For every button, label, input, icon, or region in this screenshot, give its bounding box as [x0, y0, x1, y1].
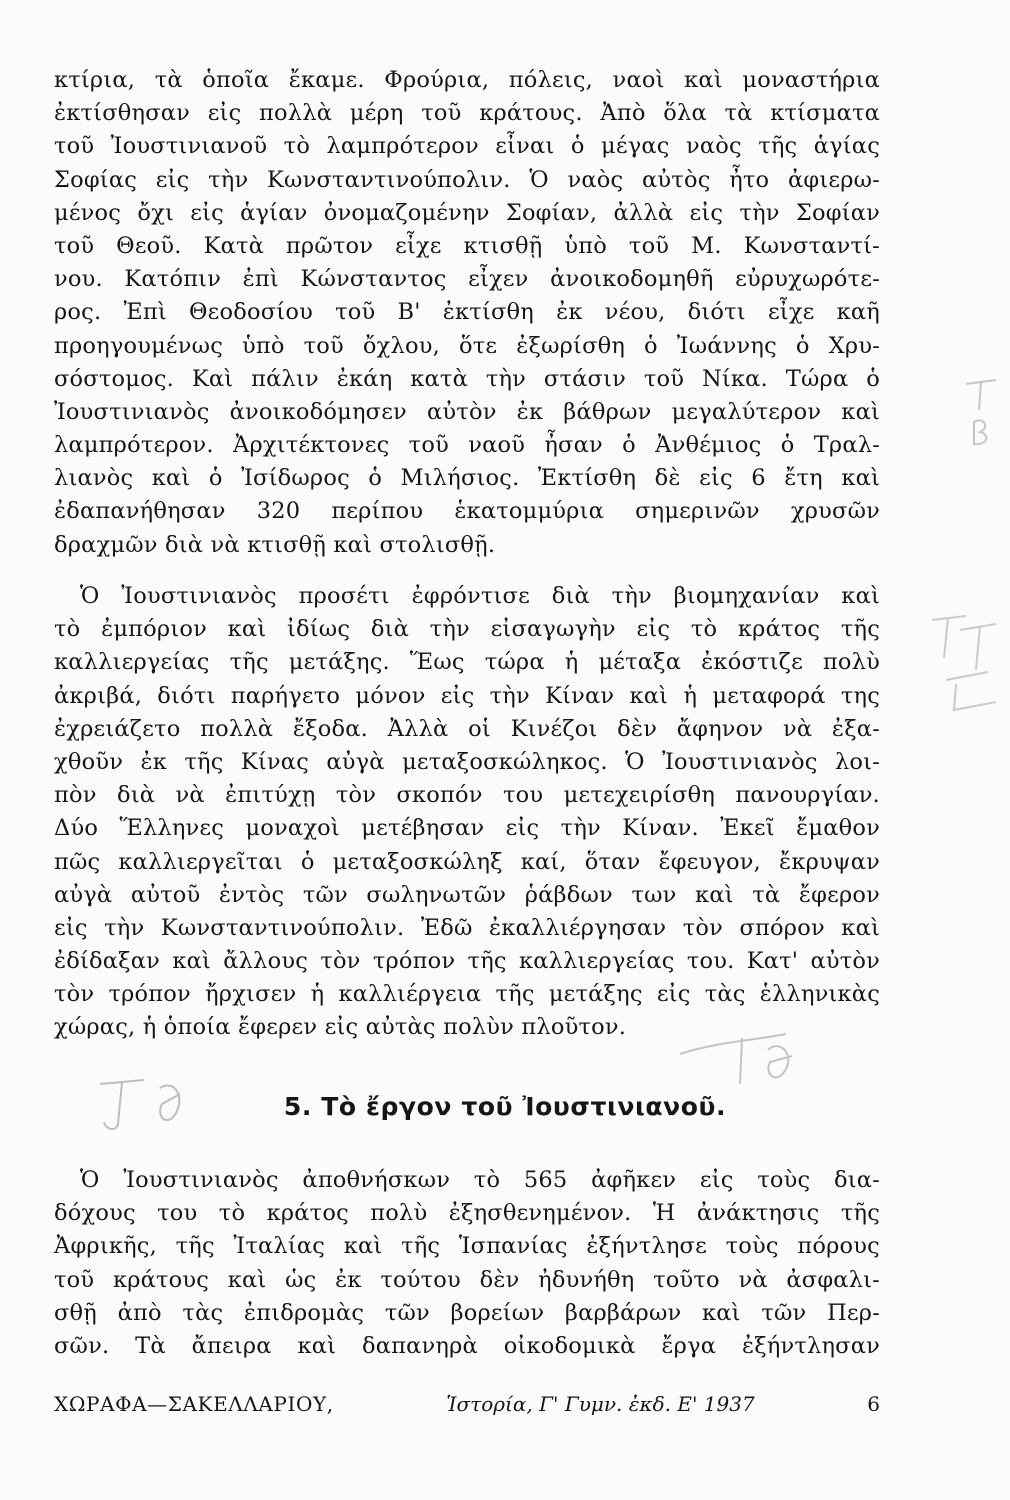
text-line: τοῦ Ἰουστινιανοῦ τὸ λαμπρότερον εἶναι ὁ μέγας ναὸς τῆς ἁγίας [54, 133, 880, 160]
text-line: πῶς καλλιεργεῖται ὁ μεταξοσκώληξ καί, ὅταν ἔφευγον, ἔκρυψαν [54, 848, 880, 875]
text-line: λιανὸς καὶ ὁ Ἰσίδωρος ὁ Μιλήσιος. Ἐκτίσθη δὲ εἰς 6 ἔτη καὶ [54, 465, 880, 492]
text-line: Δύο Ἕλληνες μοναχοὶ μετέβησαν εἰς τὴν Κίναν. Ἐκεῖ ἔμαθον [54, 815, 880, 842]
text-line: Ὁ Ἰουστινιανὸς προσέτι ἐφρόντισε διὰ τὴν βιομηχανίαν καὶ [80, 583, 880, 609]
page-number: 6 [867, 1392, 880, 1416]
text-line: ἐδαπανήθησαν 320 περίπου ἑκατομμύρια σημερινῶν χρυσῶν [54, 498, 880, 525]
text-line: Ὁ Ἰουστινιανὸς ἀποθνήσκων τὸ 565 ἀφῆκεν εἰς τοὺς δια- [80, 1167, 880, 1193]
text-line: λαμπρότερον. Ἀρχιτέκτονες τοῦ ναοῦ ἦσαν ὁ Ἀνθέμιος ὁ Τραλ- [54, 432, 880, 459]
text-line: Ἰουστινιανὸς ἀνοικοδόμησεν αὐτὸν ἐκ βάθρων μεγαλύτερον καὶ [54, 398, 880, 425]
text-line: σθῇ ἀπὸ τὰς ἐπιδρομὰς τῶν βορείων βαρβάρων καὶ τῶν Περ- [54, 1299, 880, 1326]
text-line: προηγουμένως ὑπὸ τοῦ ὄχλου, ὅτε ἐξωρίσθη ὁ Ἰωάννης ὁ Χρυ- [54, 332, 880, 359]
text-line: χώρας, ἡ ὁποία ἔφερεν εἰς αὐτὰς πολὺν πλοῦτον. [54, 1014, 627, 1041]
text-line: νου. Κατόπιν ἐπὶ Κώνσταντος εἶχεν ἀνοικοδομηθῆ εὐρυχωρότε- [54, 266, 880, 293]
text-line: ἐδίδαξαν καὶ ἄλλους τὸν τρόπον τῆς καλλιεργείας του. Κατ' αὐτὸν [54, 948, 880, 975]
text-line: αὐγὰ αὐτοῦ ἐντὸς τῶν σωληνωτῶν ῥάβδων των καὶ τὰ ἔφερον [54, 881, 880, 908]
text-line: μένος ὄχι εἰς ἁγίαν ὀνομαζομένην Σοφίαν, ἀλλὰ εἰς τὴν Σοφίαν [54, 199, 880, 226]
footer-authors: ΧΩΡΑΦΑ—ΣΑΚΕΛΛΑΡΙΟΥ, [54, 1392, 334, 1416]
text-line: τὸ ἐμπόριον καὶ ἰδίως διὰ τὴν εἰσαγωγὴν εἰς τὸ κράτος τῆς [54, 616, 880, 643]
text-line: ἀκριβά, διότι παρήγετο μόνον εἰς τὴν Κίναν καὶ ἡ μεταφορά της [54, 682, 880, 709]
text-line: Ἀφρικῆς, τῆς Ἰταλίας καὶ τῆς Ἱσπανίας ἐξήντλησε τοὺς πόρους [54, 1233, 880, 1260]
page-footer [54, 1392, 880, 1416]
text-line: τοῦ κράτους καὶ ὡς ἐκ τούτου δὲν ἠδυνήθη τοῦτο νὰ ἀσφαλι- [54, 1266, 880, 1293]
text-line: σῶν. Τὰ ἄπειρα καὶ δαπανηρὰ οἰκοδομικὰ ἔργα ἐξήντλησαν [54, 1332, 880, 1359]
text-line: τοῦ Θεοῦ. Κατὰ πρῶτον εἶχε κτισθῇ ὑπὸ τοῦ Μ. Κωνσταντί- [54, 232, 880, 259]
text-line: δραχμῶν διὰ νὰ κτισθῇ καὶ στολισθῇ. [54, 531, 496, 558]
text-line: ἐχρειάζετο πολλὰ ἔξοδα. Ἀλλὰ οἱ Κινέζοι δὲν ἄφηνον νὰ ἐξα- [54, 715, 880, 742]
paragraph-hagia-sophia [54, 64, 880, 562]
text-line: ἐκτίσθησαν εἰς πολλὰ μέρη τοῦ κράτους. Ἀπὸ ὅλα τὰ κτίσματα [54, 100, 880, 127]
text-line: χθοῦν ἐκ τῆς Κίνας αὐγὰ μεταξοσκώληκος. Ὁ Ἰουστινιανὸς λοι- [54, 748, 880, 775]
text-line: σόστομος. Καὶ πάλιν ἐκάη κατὰ τὴν στάσιν τοῦ Νίκα. Τώρα ὁ [54, 365, 880, 392]
text-line: δόχους του τὸ κράτος πολὺ ἐξησθενημένον. Ἡ ἀνάκτησις τῆς [54, 1200, 880, 1227]
paragraph-legacy [54, 1164, 880, 1363]
pencil-mark-icon [926, 610, 1006, 720]
text-line: κτίρια, τὰ ὁποῖα ἔκαμε. Φρούρια, πόλεις, ναοὶ καὶ μοναστήρια [54, 67, 880, 93]
text-line: πὸν διὰ νὰ ἐπιτύχῃ τὸν σκοπόν του μετεχειρίσθη πανουργίαν. [54, 782, 880, 809]
text-line: ρος. Ἐπὶ Θεοδοσίου τοῦ Β' ἐκτίσθη ἐκ νέου, διότι εἶχε καῆ [54, 299, 880, 326]
text-line: καλλιεργείας τῆς μετάξης. Ἕως τώρα ἡ μέταξα ἐκόστιζε πολὺ [54, 649, 880, 676]
pencil-mark-icon [960, 370, 1004, 450]
footer-citation: Ἱστορία, Γ' Γυμν. ἐκδ. Ε' 1937 [446, 1392, 755, 1416]
text-line: εἰς τὴν Κωνσταντινούπολιν. Ἐδῶ ἐκαλλιέργησαν τὸν σπόρον καὶ [54, 914, 880, 941]
text-line: Σοφίας εἰς τὴν Κωνσταντινούπολιν. Ὁ ναὸς αὐτὸς ἦτο ἀφιερω- [54, 166, 880, 193]
paragraph-silk [54, 580, 880, 1045]
text-line: τὸν τρόπον ἤρχισεν ἡ καλλιέργεια τῆς μετάξης εἰς τὰς ἑλληνικὰς [54, 981, 880, 1008]
section-heading: 5. Τὸ ἔργον τοῦ Ἰουστινιανοῦ. [283, 1092, 727, 1121]
